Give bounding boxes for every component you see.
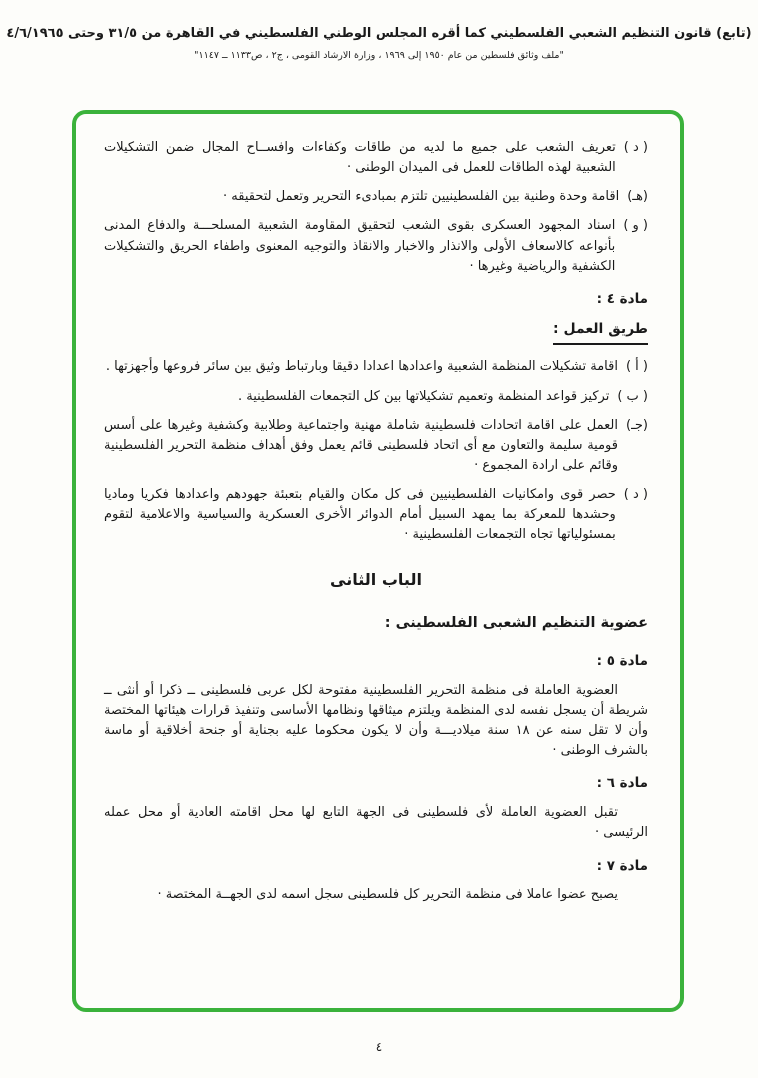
article-heading: مادة ٧ : xyxy=(596,857,648,874)
clause-marker: ( و ) xyxy=(623,218,648,234)
clause-item xyxy=(104,216,648,276)
document-title: (تابع) قانون التنظيم الشعبي الفلسطيني كما أقره المجلس الوطني الفلسطيني في القاهرة من ٣١/٥ وحتى ٤/٦/١٩٦٥ xyxy=(6,26,752,41)
clause-text: اقامة وحدة وطنية بين الفلسطينيين تلتزم بمبادىء التحرير وتعمل لتحقيقه · xyxy=(223,189,620,205)
method-heading: طريق العمل : xyxy=(553,319,648,346)
chapter-heading: الباب الثانى xyxy=(330,569,422,589)
clause-marker: (جـ) xyxy=(626,417,648,433)
clause-item xyxy=(104,138,648,178)
membership-heading: عضوية التنظيم الشعبى الفلسطينى : xyxy=(384,615,648,632)
clause-item xyxy=(104,187,648,207)
clause-item xyxy=(104,485,648,545)
clause-marker: ( د ) xyxy=(623,140,648,155)
clause-marker: ( د ) xyxy=(623,487,648,503)
page-number: ٤ xyxy=(375,1040,383,1054)
clause-text: تعريف الشعب على جميع ما لديه من طاقات وكفاءات وافســاح المجال ضمن التشكيلات الشعبية لهذه الطاقات للعمل فى الميدان الوطنى · xyxy=(104,140,616,176)
article-heading: مادة ٦ : xyxy=(596,775,648,792)
clause-marker: ( أ ) xyxy=(625,359,648,375)
clause-item xyxy=(104,357,648,377)
article-paragraph: يصبح عضوا عاملا فى منظمة التحرير كل فلسطينى سجل اسمه لدى الجهــة المختصة · xyxy=(157,887,618,903)
clause-text: اسناد المجهود العسكرى بقوى الشعب لتحقيق المقاومة الشعبية المسلحـــة والدفاع المدنى بأنواعه كالاسعاف الأولى والانذار والاخبار والانقاذ والتوجيه المعنوى واطفاء الحريق والتشكيلات الكشفية والرياضية وغيرها · xyxy=(104,218,616,274)
document-frame xyxy=(72,110,684,1012)
article-heading: مادة ٤ : xyxy=(596,290,648,307)
clause-text: حصر قوى وامكانيات الفلسطينيين فى كل مكان والقيام بتعبئة جهودهم واعدادها فكريا وماديا وحشدها للمعركة بما يمهد السبيل أمام الدوائر الأخرى العسكرية والسياسية والاعلامية لتقوم بمسئولياتها تجاه التجمعات الفلسطينية · xyxy=(104,487,616,543)
article-heading: مادة ٥ : xyxy=(596,652,648,669)
clause-item xyxy=(104,387,648,407)
source-citation: "ملف وثائق فلسطين من عام ١٩٥٠ إلى ١٩٦٩ ، وزارة الارشاد القومى ، ج٢ ، ص١١٣٣ ــ ١١٤٧" xyxy=(194,50,564,61)
clause-text: اقامة تشكيلات المنظمة الشعبية واعدادها اعدادا دقيقا وبارتباط وثيق بين سائر فروعها وأجهزتها . xyxy=(105,359,618,375)
article-paragraph: تقبل العضوية العاملة لأى فلسطينى فى الجهة التابع لها محل اقامته العادية أو محل عمله الرئيسى · xyxy=(104,805,648,841)
clause-item xyxy=(104,416,648,476)
clause-text: العمل على اقامة اتحادات فلسطينية شاملة مهنية واجتماعية وطلابية وكشفية وغيرها على أسس قومية سليمة والتعاون مع أى اتحاد فلسطينى قائم يعمل وفق أهداف منظمة التحرير الفلسطينية وقائم على ارادة المجموع · xyxy=(104,417,618,474)
clause-marker: ( ب ) xyxy=(617,388,648,404)
clause-marker: (هـ) xyxy=(627,189,648,205)
clause-text: تركيز قواعد المنظمة وتعميم تشكيلاتها بين كل التجمعات الفلسطينية . xyxy=(237,388,610,404)
page-header xyxy=(0,0,758,61)
article-paragraph: العضوية العاملة فى منظمة التحرير الفلسطينية مفتوحة لكل عربى فلسطينى ــ ذكرا أو أنثى ــ شريطة أن يسجل نفسه لدى المنظمة ويلتزم ميثاقها ونظامها الأساسى وتنفيذ قرارات هيئاتها المختصة وأن لا تقل سنه عن ١٨ سنة ميلاديـــة وأن لا يكون محكوما عليه بجناية أو جنحة أخلاقية أو ماسة بالشرف الوطنى · xyxy=(104,682,648,759)
